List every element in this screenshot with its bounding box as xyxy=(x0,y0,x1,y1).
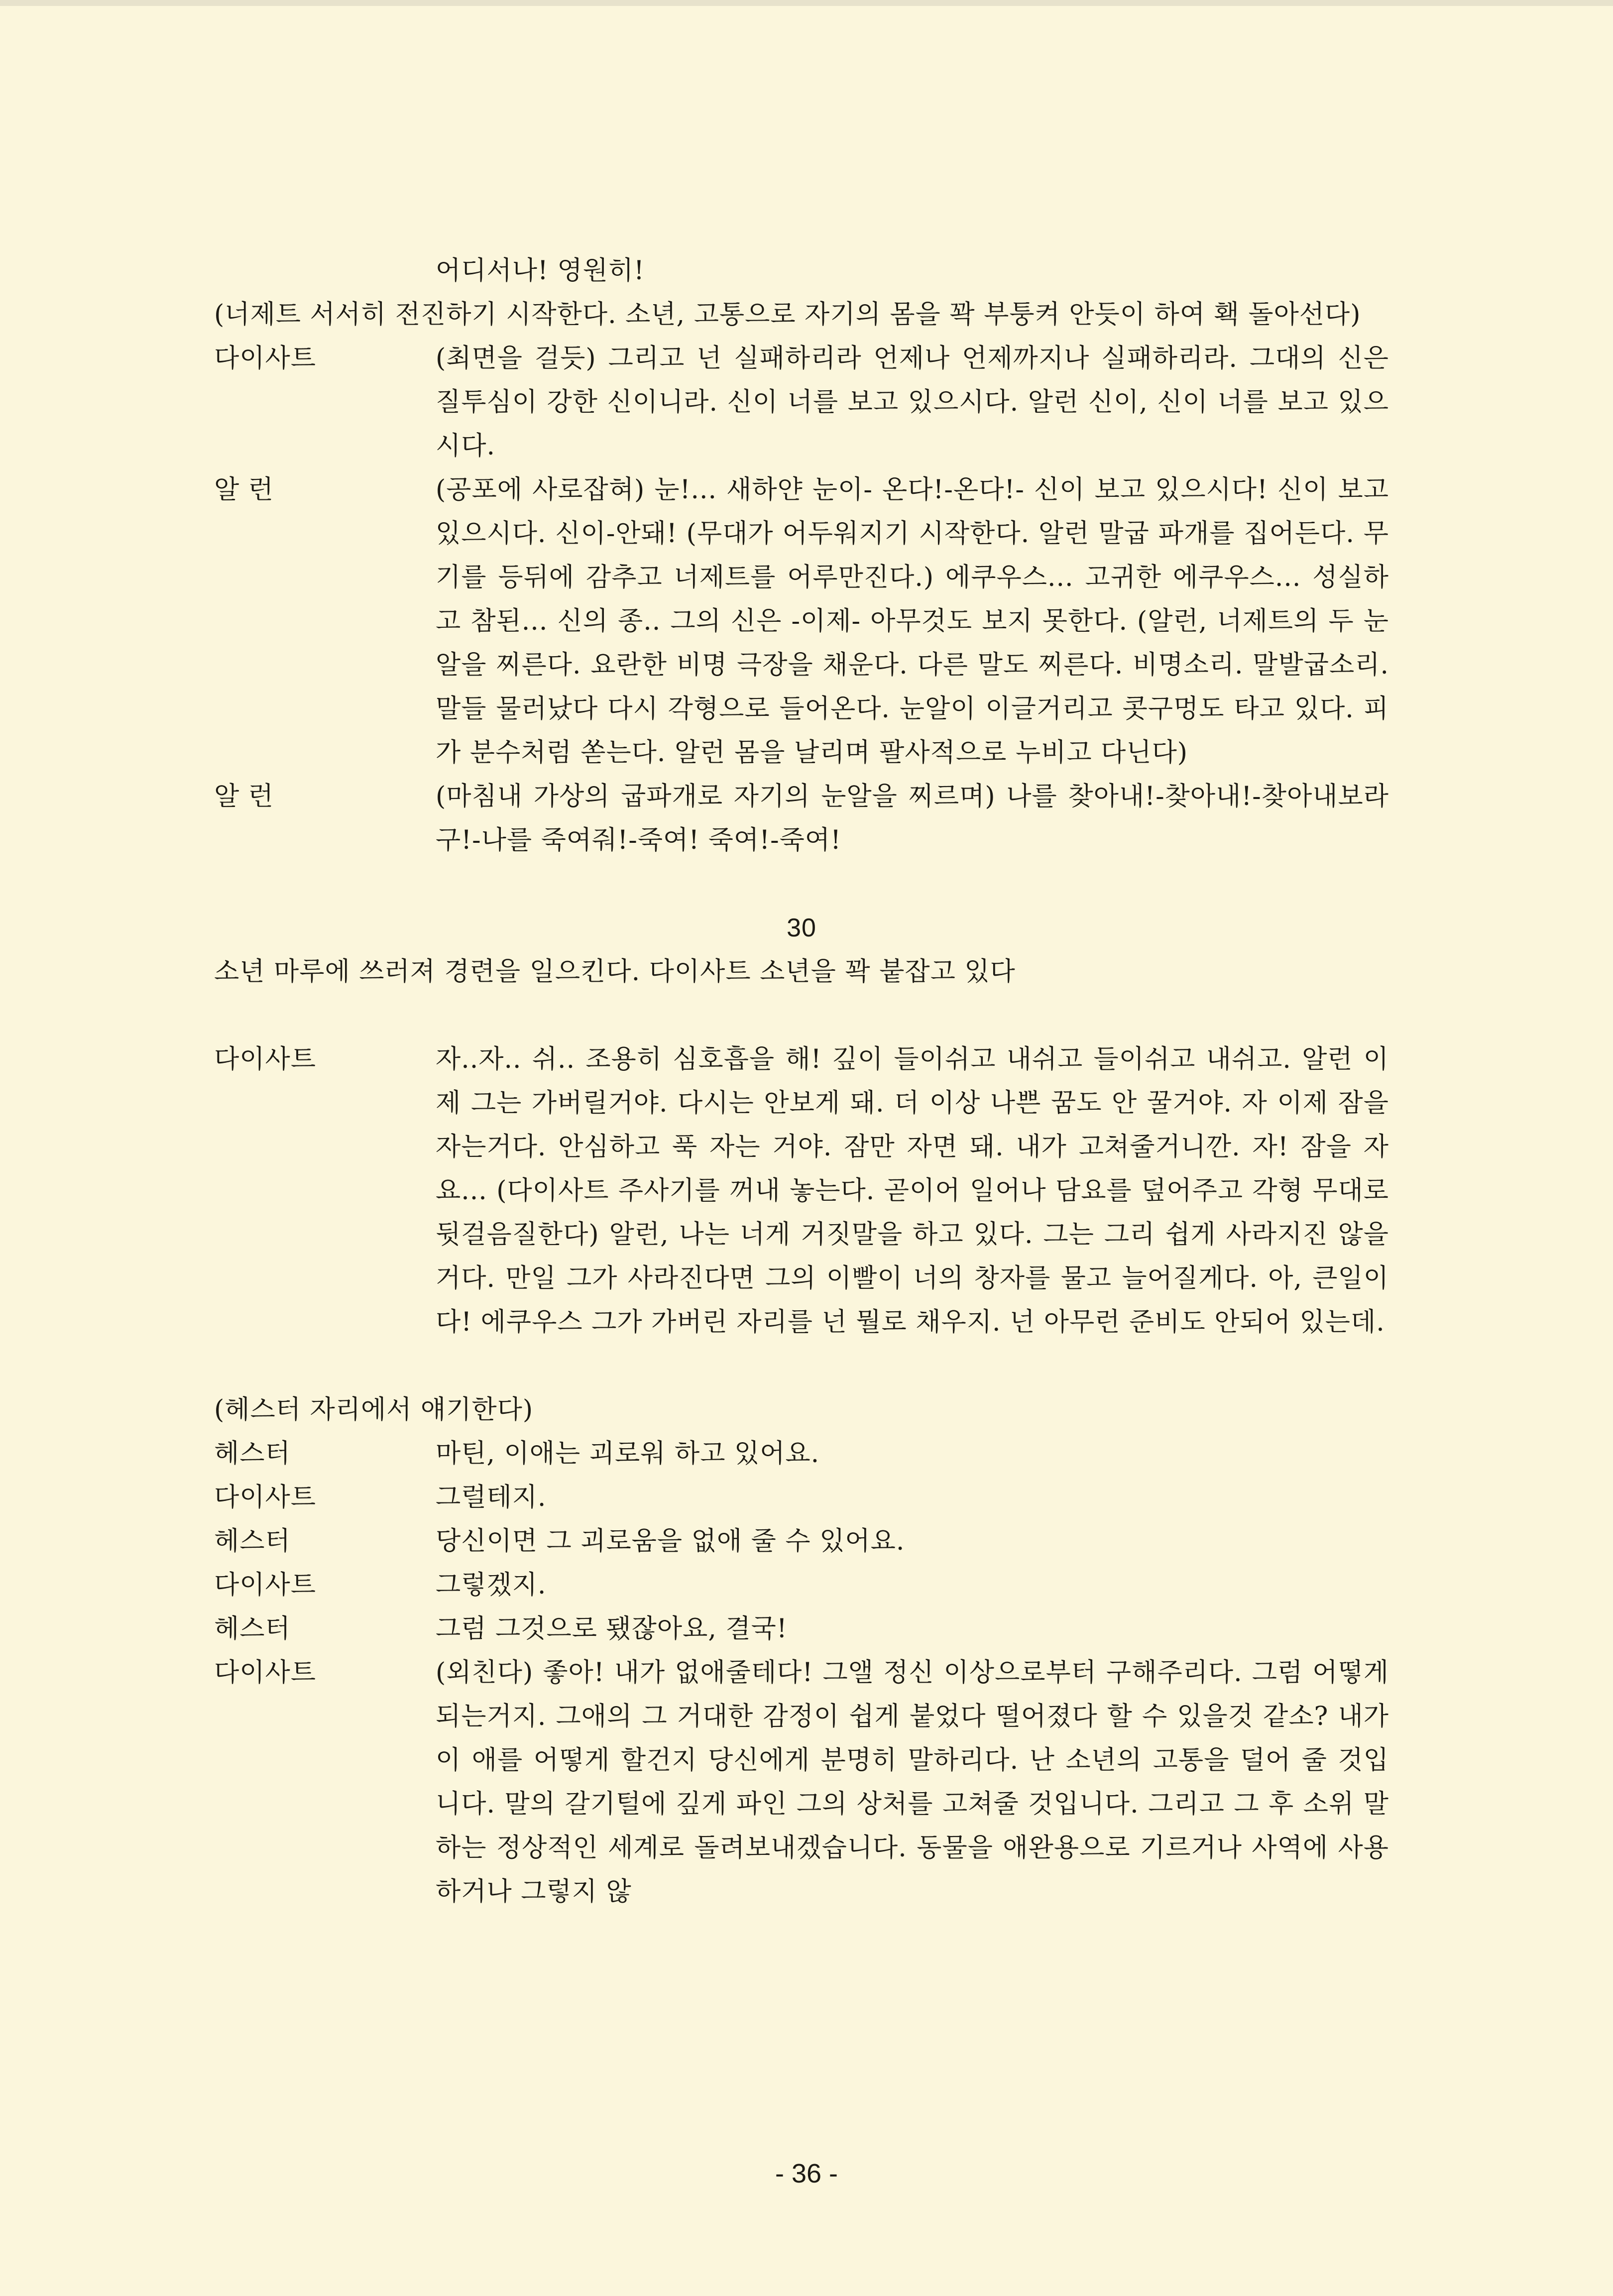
dialogue-block xyxy=(214,1563,1389,1607)
dialogue-text: 당신이면 그 괴로움을 없애 줄 수 있어요. xyxy=(436,1526,905,1556)
dialogue-text: (마침내 가상의 굽파개로 자기의 눈알을 찌르며) 나를 찾아내!-찾아내!-찾아내보라구!-나를 죽여줘!-죽여! 죽여!-죽여! xyxy=(436,782,1389,855)
dialogue-text: (공포에 사로잡혀) 눈!... 새하얀 눈이- 온다!-온다!- 신이 보고 있으시다! 신이 보고 있으시다. 신이-안돼! (무대가 어두워지기 시작한다. 알런 말굽 파개를 집어든다. 무기를 등뒤에 감추고 너제트를 어루만진다.) 에쿠우스... 고귀한 에쿠우스... 성실하고 참된... 신의 종.. 그의 신은 -이제- 아무것도 보지 못한다. (알런, 너제트의 두 눈알을 찌른다. 요란한 비명 극장을 채운다. 다른 말도 찌른다. 비명소리. 말발굽소리. 말들 물러났다 다시 각형으로 들어온다. 눈알이 이글거리고 콧구멍도 타고 있다. 피가 분수처럼 쏟는다. 알런 몸을 날리며 팔사적으로 누비고 다닌다) xyxy=(436,475,1389,768)
page-number: - 36 - xyxy=(775,2159,838,2188)
speaker-name: 헤스터 xyxy=(214,1439,291,1469)
dialogue-block xyxy=(214,1651,1389,1914)
dialogue-text: 그럴테지. xyxy=(436,1483,547,1512)
speaker-name: 알 런 xyxy=(214,782,274,811)
speaker-name: 다이사트 xyxy=(214,1483,316,1512)
stage-direction: (너제트 서서히 전진하기 시작한다. 소년, 고통으로 자기의 몸을 꽉 부퉁켜 안듯이 하여 홱 돌아선다) xyxy=(214,300,1361,330)
dialogue-text: 그럼 그것으로 됐잖아요, 결국! xyxy=(436,1614,788,1644)
dialogue-block xyxy=(214,775,1389,862)
dialogue-text: 마틴, 이애는 괴로워 하고 있어요. xyxy=(436,1439,820,1469)
speaker-name: 다이사트 xyxy=(214,1570,316,1600)
stage-direction: (헤스터 자리에서 얘기한다) xyxy=(214,1395,534,1425)
speaker-name: 알 런 xyxy=(214,475,274,505)
dialogue-block xyxy=(214,1476,1389,1519)
speaker-name: 다이사트 xyxy=(214,1044,316,1074)
scene-number: 30 xyxy=(787,914,816,942)
dialogue-text: 그렇겠지. xyxy=(436,1570,547,1600)
stage-direction: 소년 마루에 쓰러져 경련을 일으킨다. 다이사트 소년을 꽉 붙잡고 있다 xyxy=(214,957,1016,987)
dialogue-block xyxy=(214,1607,1389,1651)
speaker-name: 다이사트 xyxy=(214,344,316,373)
dialogue-block xyxy=(214,468,1389,775)
dialogue-text: (외친다) 좋아! 내가 없애줄테다! 그앨 정신 이상으로부터 구해주리다. 그럼 어떻게 되는거지. 그애의 그 거대한 감정이 쉽게 붙었다 떨어졌다 할 수 있을것 같소? 내가 이 애를 어떻게 할건지 당신에게 분명히 말하리다. 난 소년의 고통을 덜어 줄 것입니다. 말의 갈기털에 깊게 파인 그의 상처를 고쳐줄 것입니다. 그리고 그 후 소위 말하는 정상적인 세계로 돌려보내겠습니다. 동물을 애완용으로 기르거나 사역에 사용 하거나 그렇지 않 xyxy=(436,1658,1389,1907)
speaker-name: 헤스터 xyxy=(214,1614,291,1644)
dialogue-block xyxy=(214,1432,1389,1476)
dialogue-text: 자..자.. 쉬.. 조용히 심호흡을 해! 깊이 들이쉬고 내쉬고 들이쉬고 내쉬고. 알런 이제 그는 가버릴거야. 다시는 안보게 돼. 더 이상 나쁜 꿈도 안 꿀거야. 자 이제 잠을 자는거다. 안심하고 푹 자는 거야. 잠만 자면 돼. 내가 고쳐줄거니깐. 자! 잠을 자요... (다이사트 주사기를 꺼내 놓는다. 곧이어 일어나 담요를 덮어주고 각형 무대로 뒷걸음질한다) 알런, 나는 너게 거짓말을 하고 있다. 그는 그리 쉽게 사라지진 않을거다. 만일 그가 사라진다면 그의 이빨이 너의 창자를 물고 늘어질게다. 아, 큰일이다! 에쿠우스 그가 가버린 자리를 넌 뭘로 채우지. 넌 아무런 준비도 안되어 있는데. xyxy=(436,1044,1389,1337)
dialogue-block xyxy=(214,337,1389,468)
continued-dialogue: 어디서나! 영원히! xyxy=(436,256,645,286)
speaker-name: 다이사트 xyxy=(214,1658,316,1688)
dialogue-block xyxy=(214,1519,1389,1563)
dialogue-block xyxy=(214,1037,1389,1344)
script-body xyxy=(214,249,1389,1914)
scan-edge xyxy=(0,0,1613,6)
dialogue-text: (최면을 걸듯) 그리고 넌 실패하리라 언제나 언제까지나 실패하리라. 그대의 신은 질투심이 강한 신이니라. 신이 너를 보고 있으시다. 알런 신이, 신이 너를 보고 있으시다. xyxy=(436,344,1389,461)
speaker-name: 헤스터 xyxy=(214,1526,291,1556)
